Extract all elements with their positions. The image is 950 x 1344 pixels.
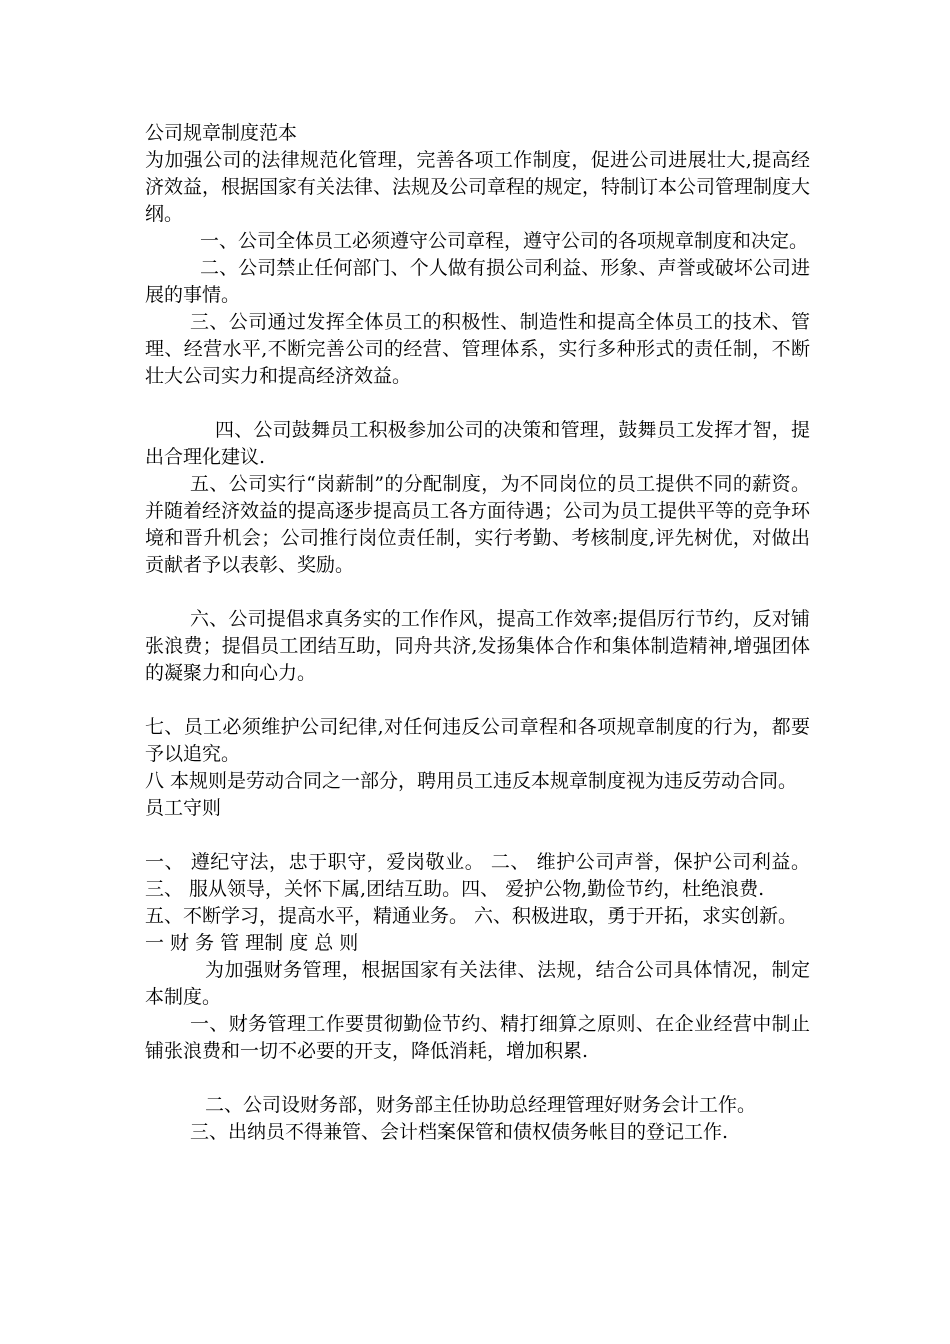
blank-line — [145, 1065, 810, 1092]
blank-line — [145, 579, 810, 606]
blank-line — [145, 390, 810, 417]
finance-article-3: 三、出纳员不得兼管、会计档案保管和债权债务帐目的登记工作. — [190, 1121, 729, 1143]
document-title: 公司规章制度范本 — [145, 122, 298, 144]
article-4: 四、公司鼓舞员工积极参加公司的决策和管理，鼓舞员工发挥才智，提出合理化建议. — [145, 419, 810, 468]
article-8: 八 本规则是劳动合同之一部分，聘用员工违反本规章制度视为违反劳动合同。 — [145, 770, 798, 792]
article-1: 一、公司全体员工必须遵守公司章程，遵守公司的各项规章制度和决定。 — [200, 230, 809, 252]
article-3: 三、公司通过发挥全体员工的积极性、制造性和提高全体员工的技术、管理、经营水平,不断完善公司的经营、管理体系，实行多种形式的责任制，不断壮大公司实力和提高经济效益。 — [145, 311, 810, 387]
article-5: 五、公司实行“岗薪制”的分配制度，为不同岗位的员工提供不同的薪资。并随着经济效益的提高逐步提高员工各方面待遇；公司为员工提供平等的竞争环境和晋升机会；公司推行岗位责任制，实行考勤、考核制度,评先树优，对做出贡献者予以表彰、奖励。 — [145, 473, 811, 576]
blank-line — [145, 687, 810, 714]
article-2: 二、公司禁止任何部门、个人做有损公司利益、形象、声誉或破坏公司进展的事情。 — [145, 257, 810, 306]
finance-intro: 为加强财务管理，根据国家有关法律、法规，结合公司具体情况，制定本制度。 — [145, 959, 810, 1008]
document-page — [145, 120, 810, 1146]
article-7: 七、员工必须维护公司纪律,对任何违反公司章程和各项规章制度的行为，都要予以追究。 — [145, 716, 810, 765]
blank-line — [145, 822, 810, 849]
finance-article-2: 二、公司设财务部，财务部主任协助总经理管理好财务会计工作。 — [205, 1094, 757, 1116]
finance-article-1: 一、财务管理工作要贯彻勤俭节约、精打细算之原则、在企业经营中制止铺张浪费和一切不必要的开支，降低消耗，增加积累. — [145, 1013, 810, 1062]
intro-paragraph: 为加强公司的法律规范化管理，完善各项工作制度，促进公司进展壮大,提高经济效益，根据国家有关法律、法规及公司章程的规定，特制订本公司管理制度大纲。 — [145, 149, 811, 225]
code-of-conduct-items-1: 一、 遵纪守法，忠于职守，爱岗敬业。 二、 维护公司声誉，保护公司利益。 三、 服从领导，关怀下属,团结互助。四、 爱护公物,勤俭节约，杜绝浪费. — [145, 851, 810, 900]
code-of-conduct-items-2: 五、不断学习，提高水平，精通业务。 六、积极进取，勇于开拓，求实创新。 — [145, 905, 798, 927]
code-of-conduct-title: 员工守则 — [145, 797, 222, 819]
finance-section-title: 一 财 务 管 理制 度 总 则 — [145, 932, 359, 954]
article-6: 六、公司提倡求真务实的工作作风，提高工作效率;提倡厉行节约，反对铺张浪费；提倡员工团结互助，同舟共济,发扬集体合作和集体制造精神,增强团体的凝聚力和向心力。 — [145, 608, 810, 684]
